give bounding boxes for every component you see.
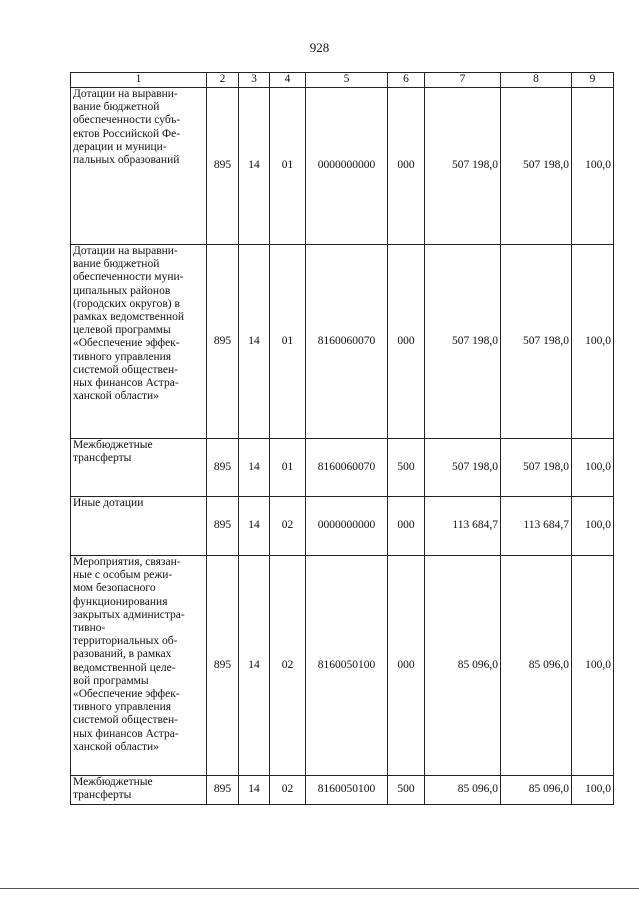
cell-ministry-code: 895 <box>207 776 239 805</box>
cell-expense-type: 500 <box>388 776 425 805</box>
column-header: 8 <box>501 73 572 88</box>
cell-planned-amount: 85 096,0 <box>425 776 501 805</box>
cell-ministry-code: 895 <box>207 245 239 439</box>
budget-table <box>70 72 614 805</box>
cell-target-article: 8160060070 <box>306 439 388 497</box>
cell-planned-amount: 507 198,0 <box>425 88 501 245</box>
cell-section: 14 <box>239 88 270 245</box>
column-header: 5 <box>306 73 388 88</box>
cell-actual-amount: 507 198,0 <box>501 88 572 245</box>
cell-actual-amount: 507 198,0 <box>501 245 572 439</box>
cell-section: 14 <box>239 439 270 497</box>
cell-subsection: 01 <box>270 88 306 245</box>
cell-expense-type: 500 <box>388 439 425 497</box>
cell-percent: 100,0 <box>572 497 614 556</box>
cell-subsection: 02 <box>270 776 306 805</box>
table-row <box>71 497 614 556</box>
cell-section: 14 <box>239 776 270 805</box>
cell-percent: 100,0 <box>572 776 614 805</box>
column-header: 2 <box>207 73 239 88</box>
table-row <box>71 776 614 805</box>
column-header: 9 <box>572 73 614 88</box>
cell-expense-type: 000 <box>388 245 425 439</box>
column-header: 3 <box>239 73 270 88</box>
cell-ministry-code: 895 <box>207 556 239 776</box>
row-name-cell: Межбюджетные трансферты <box>71 439 207 497</box>
row-name-cell: Дотации на выравни- вание бюджетной обеспеченности субъ- ектов Российской Фе- дерации и муници- пальных образований <box>71 88 207 245</box>
column-header: 4 <box>270 73 306 88</box>
cell-planned-amount: 507 198,0 <box>425 245 501 439</box>
cell-subsection: 02 <box>270 497 306 556</box>
cell-percent: 100,0 <box>572 88 614 245</box>
cell-planned-amount: 85 096,0 <box>425 556 501 776</box>
table-row <box>71 556 614 776</box>
cell-target-article: 0000000000 <box>306 497 388 556</box>
cell-subsection: 02 <box>270 556 306 776</box>
row-name-cell: Мероприятия, связан- ные с особым режи- мом безопасного функционирования закрытых администра- тивно- территориальных об- разований, в рамках ведомственной целе- вой программы «Обеспечение эффек- тивного управления системой обществен- ных финансов Астра- ханской области» <box>71 556 207 776</box>
column-header: 6 <box>388 73 425 88</box>
cell-subsection: 01 <box>270 245 306 439</box>
cell-percent: 100,0 <box>572 245 614 439</box>
cell-actual-amount: 113 684,7 <box>501 497 572 556</box>
row-name-cell: Иные дотации <box>71 497 207 556</box>
table-row <box>71 88 614 245</box>
cell-subsection: 01 <box>270 439 306 497</box>
cell-expense-type: 000 <box>388 497 425 556</box>
cell-target-article: 8160060070 <box>306 245 388 439</box>
page-number: 928 <box>309 40 330 55</box>
cell-section: 14 <box>239 497 270 556</box>
cell-section: 14 <box>239 245 270 439</box>
cell-ministry-code: 895 <box>207 88 239 245</box>
header-row <box>71 73 614 88</box>
cell-percent: 100,0 <box>572 556 614 776</box>
cell-target-article: 8160050100 <box>306 776 388 805</box>
column-header: 7 <box>425 73 501 88</box>
row-name-cell: Дотации на выравни- вание бюджетной обеспеченности муни- ципальных районов (городских округов) в рамках ведомственной целевой программы «Обеспечение эффек- тивного управления системой обществен- ных финансов Астра- ханской области» <box>71 245 207 439</box>
cell-planned-amount: 113 684,7 <box>425 497 501 556</box>
cell-percent: 100,0 <box>572 439 614 497</box>
table-row <box>71 439 614 497</box>
page-bottom-rule <box>0 888 639 889</box>
table-row <box>71 245 614 439</box>
cell-ministry-code: 895 <box>207 439 239 497</box>
cell-expense-type: 000 <box>388 88 425 245</box>
cell-actual-amount: 85 096,0 <box>501 556 572 776</box>
cell-expense-type: 000 <box>388 556 425 776</box>
cell-target-article: 8160050100 <box>306 556 388 776</box>
cell-section: 14 <box>239 556 270 776</box>
cell-ministry-code: 895 <box>207 497 239 556</box>
cell-planned-amount: 507 198,0 <box>425 439 501 497</box>
cell-actual-amount: 85 096,0 <box>501 776 572 805</box>
cell-actual-amount: 507 198,0 <box>501 439 572 497</box>
column-header: 1 <box>71 73 207 88</box>
cell-target-article: 0000000000 <box>306 88 388 245</box>
row-name-cell: Межбюджетные трансферты <box>71 776 207 805</box>
